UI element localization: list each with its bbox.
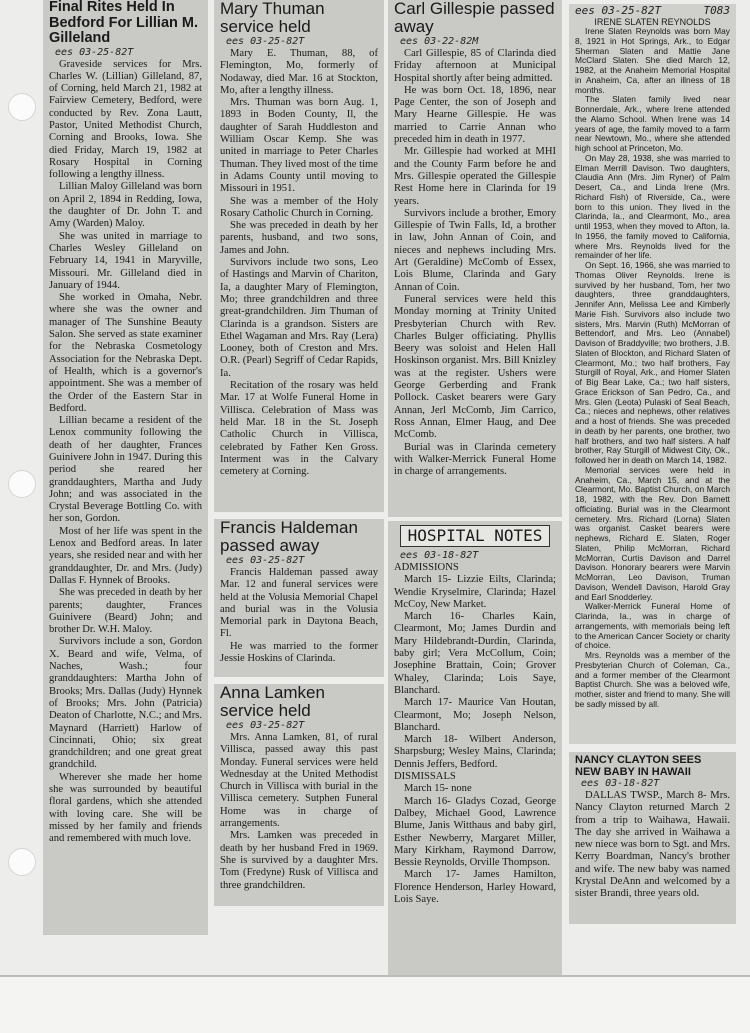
article-body	[394, 562, 556, 906]
hospital-notes	[388, 521, 562, 975]
article-body	[575, 790, 730, 901]
paragraph: She worked in Omaha, Nebr. where she was the owner and manager of The Sunshine Beauty Salon. She served as state examiner for the Nebraska Cosmetology Association for the Nebraska Dept. of Health, which is a governor's appointment. She was a member of the Order of the Eastern Star in Bedford.	[49, 292, 202, 414]
binder-hole	[8, 848, 36, 876]
handwritten-date: ees 03-25-82T	[226, 36, 305, 47]
paragraph: DALLAS TWSP., March 8- Mrs. Nancy Clayton returned March 2 from a trip to Waihawa, Hawaii. The day she arrived in Waihawa a new niece was born to Sgt. and Mrs. Kerry Boardman, Nancy's brother and wife. The new baby was named Krystal DeAnn and welcomed by a sister Brandi, three years old.	[575, 790, 730, 900]
paragraph: March 15- none	[404, 783, 472, 795]
handwritten-date: ees 03-18-82T	[400, 550, 479, 561]
article-body	[575, 27, 730, 710]
handwritten-date: ees 03-25-82T	[575, 4, 662, 17]
paragraph: Irene Slaten Reynolds was born May 8, 1921 in Hot Springs, Ark., to Edgar Sherman Slaten and Mattie Jane McClard Slaten. She died March 12, 1982, at the Anaheim Memorial Hospital in Anaheim, Ca, after an illness of 18 months.	[575, 26, 730, 95]
headline: Anna Lamken service held	[220, 684, 325, 720]
article-body	[220, 48, 378, 478]
paragraph: Mrs. Lamken was preceded in death by her husband Fred in 1969. She is survived by a daughter Mrs. Tom (Fredyne) Rusk of Villisca and three grandchildren.	[220, 830, 378, 891]
paragraph: Recitation of the rosary was held Mar. 17 at Wolfe Funeral Home in Villisca. Celebration of Mass was held Mar. 18 in the St. Joseph Catholic Church in Villisca, celebrated by Father Ken Gross. Interment was in the Calvary cemetery at Corning.	[220, 380, 378, 478]
obituary-gilleland	[43, 0, 208, 935]
article-body	[220, 732, 378, 892]
paragraph: March 16- Charles Kain, Clearmont, Mo; James Durdin and Mary Hildebrandt-Durdin, Clarinda, baby girl; Vera McCollum, Coin; Josephine Brattain, Coin; Grover Whaley, Clarinda; Lois Saye, Blanchard.	[394, 611, 556, 696]
headline: Francis Haldeman passed away	[220, 519, 358, 555]
paragraph: Survivors include two sons, Leo of Hastings and Marvin of Chariton, Ia, a daughter Mary of Flemington, Mo; three grandchildren and three great-grandchildren. Jim Thuman of Clarinda is a grandson. Sisters are Ethel Wagaman and Mrs. Ray (Lera) Looney, both of Creston and Mrs. O.R. (Pearl) Segriff of Cedar Rapids, Ia.	[220, 257, 378, 379]
handwritten-date: ees 03-18-82T	[581, 778, 660, 789]
paragraph: March 18- Wilbert Anderson, Sharpsburg; Wesley Mains, Clarinda; Dennis Jeffers, Bedford.	[394, 734, 556, 770]
article-body	[220, 567, 378, 665]
paragraph: Funeral services were held this Monday morning at Trinity United Presbyterian Church with Rev. Charles Bulger officiating. Phyllis Beery was soloist and Helen Hall Hoskinson organist. Mrs. Bill Knizley was at the register. Ushers were George Gerberding and Frank Pollock. Casket bearers were Gary Annan, Jerl McComb, Jim Carrico, Ross Annan, Elmer Haug, and Dee McComb.	[394, 293, 556, 441]
paragraph: Carl Gillespie, 85 of Clarinda died Friday afternoon at Municipal Hospital shortly after being admitted.	[394, 48, 556, 84]
paragraph: Burial was in Clarinda cemetery with Walker-Merrick Funeral Home in charge of arrangements.	[394, 441, 556, 478]
paragraph: Mary E. Thuman, 88, of Flemington, Mo, formerly of Nodaway, died Mar. 16 at Stockton, Mo, after a lengthy illness.	[220, 48, 378, 96]
obituary-gillespie	[388, 0, 562, 517]
obituary-thuman	[214, 0, 384, 512]
paragraph: Graveside services for Mrs. Charles W. (Lillian) Gilleland, 87, of Corning, held March 21, 1982 at Fairview Cemetery, Bedford, were conducted by Rev. Zona Lautt, Pastor, United Methodist Church, Corning and Brooks, Iowa. She died Friday, March 19, 1982 at Rosary Hospital in Corning following a lengthy illness.	[49, 58, 202, 181]
paragraph: March 17- James Hamilton, Florence Henderson, Harley Howard, Lois Saye.	[394, 869, 556, 906]
paragraph: She was a member of the Holy Rosary Catholic Church in Corning.	[220, 195, 378, 219]
paragraph: Mrs. Reynolds was a member of the Presbyterian Church of Coleman, Ca., and a former member of the Clearmont Baptist Church. She was a beloved wife, mother, sister and friend to many. She will be sadly missed by all.	[575, 650, 730, 709]
paragraph: On Sept. 16, 1966, she was married to Thomas Oliver Reynolds. Irene is survived by her husband, Tom, her two daughters, three granddaughters, Jennifer Ann, Melissa Lee and Kimberly Marie Fish. Survivors also include two sisters, Mrs. Marvin (Ruth) McMorran of Bettendorf, and Mrs. Leo (Annabel) Davison of Braddyville; two brothers, J.B. Slaten of Blockton, and Richard Slaten of Clearmont, Mo.; two half brothers, Fay Sturgill of Royal, Ark., and Homer Slaten of Big Bear Lake, Ca.; two half sisters, Grace Erickson of San Pedro, Ca., and Mrs. Glen (Leota) Pulaski of Seal Beach, Ca.; nieces and nephews, other relatives and a host of friends. She was preceded in death by her parents, one brother, two half brothers, and two half sisters. A half brother, Ray Sturgill of Midwest City, Ok., followed her in death on March 14, 1982.	[575, 260, 730, 465]
page-edge	[0, 975, 750, 977]
paragraph: He was born Oct. 18, 1896, near Page Center, the son of Joseph and Mary Hearne Gillespie. He was married to Carrie Annan who preceded him in death in 1977.	[394, 84, 556, 146]
section-heading: DISMISSALS	[394, 771, 456, 783]
paragraph: She was preceded in death by her parents, husband, and two sons, James and John.	[220, 220, 378, 256]
headline: Final Rites Held In Bedford For Lillian M. Gilleland	[49, 0, 199, 46]
paragraph: Mrs. Anna Lamken, 81, of rural Villisca, passed away this past Monday. Funeral services were held Wednesday at the United Methodist Church in Villisca with burial in the Villisca cemetery. Sutphen Funeral Home was in charge of arrangements.	[220, 732, 378, 830]
handwritten-code: T083	[703, 4, 730, 17]
section-heading: ADMISSIONS	[394, 562, 459, 573]
paragraph: Walker-Merrick Funeral Home of Clarinda, Ia., was in charge of arrangements, with memorials being left to the American Cancer Society or charity of choice.	[575, 601, 730, 651]
paragraph: March 15- Lizzie Eilts, Clarinda; Wendie Kryselmire, Clarinda; Hazel McCoy, New Market.	[394, 574, 556, 610]
news-clayton	[569, 752, 736, 924]
paragraph: Lillian Maloy Gilleland was born on April 2, 1894 in Redding, Iowa, the daughter of Dr. John T. and Amy (Warden) Maloy.	[49, 181, 202, 230]
paragraph: Mr. Gillespie had worked at MHI and the County Farm before he and Mrs. Gillespie operated the Gillespie Rest Home here in Clarinda for 19 years.	[394, 146, 556, 207]
paragraph: Memorial services were held in Anaheim, Ca., March 15, and at the Clearmont, Mo. Baptist Church, on March 18, 1982, with the Rev. Don Barnett officiating. Burial was in the Clearmont cemetery. Mrs. Richard (Lorna) Slaten was organist. Casket bearers were nephews, Richard E. Slaten, Roger Slaten, Philip McMorran, Richard McMorran, Curtis Davison and Darrel Davison. Honorary bearers were Marvin McMorran, Leo Davison, Truman Davison, Wendell Davison, Harold Gray and Earl Snodderley.	[575, 464, 730, 602]
headline: Mary Thuman service held	[220, 0, 325, 36]
article-body	[49, 59, 202, 846]
handwritten-date: ees 03-25-82T	[226, 555, 305, 566]
paragraph: Most of her life was spent in the Lenox and Bedford areas. In later years, she resided near and with her granddaughter, Dr. and Mrs. (Judy) Dallas F. Hynnek of Brooks.	[49, 525, 202, 586]
hospital-notes-title: HOSPITAL NOTES	[400, 525, 550, 547]
paragraph: He was married to the former Jessie Hoskins of Clarinda.	[220, 640, 378, 665]
paragraph: Francis Haldeman passed away Mar. 12 and funeral services were held at the Volusia Memorial Chapel and burial was in the Volusia Memorial park in Daytona Beach, Fl.	[220, 567, 378, 640]
paragraph: Mrs. Thuman was born Aug. 1, 1893 in Boden County, Il, the daughter of Sarah Huddleston and William Oscar Kemp. She was united in marriage to Peter Charles Thuman. They lived most of the time in Adams County until moving to Missouri in 1951.	[220, 97, 378, 195]
clip-header	[575, 4, 730, 17]
obituary-lamken	[214, 684, 384, 906]
paragraph: Survivors include a son, Gordon X. Beard and wife, Velma, of Naches, Wash.; four granddaughters: Martha John of Brooks; Mrs. Dallas (Judy) Hynnek of Brooks; Mrs. John (Patricia) Deaton of Charlotte, N.C.; and Mrs. Maynard (Harriett) Harlow of Cincinnati, Ohio; six great grandchildren; and one great great grandchild.	[49, 636, 202, 771]
paragraph: March 17- Maurice Van Houtan, Clearmont, Mo; Joseph Nelson, Blanchard.	[394, 697, 556, 733]
headline: Carl Gillespie passed away	[394, 0, 555, 36]
binder-hole	[8, 470, 36, 498]
paragraph: She was preceded in death by her parents; daughter, Frances Guinivere (Beard) John; and brother Dr. W.H. Maloy.	[49, 587, 202, 636]
article-body	[394, 48, 556, 478]
obituary-reynolds	[569, 4, 736, 744]
headline: NANCY CLAYTON SEES NEW BABY IN HAWAII	[575, 754, 702, 778]
handwritten-date: ees 03-25-82T	[226, 720, 305, 731]
paragraph: She was united in marriage to Charles Wesley Gilleland on February 14, 1941 in Maryville, Missouri. Mr. Gilleland died in January of 1944.	[49, 230, 202, 291]
paragraph: On May 28, 1938, she was married to Elman Merrill Davison. Two daughters, Claudia Ann (Mrs. Jim Ryner) of Palm Desert, Ca., and Linda Irene (Mrs. Richard Fish) of Riverside, Ca., were born to this union. They lived in the Clarinda, Ia., and Clearmont, Mo., area until 1953, when they moved to Afton, Ia. In 1956, the family moved to California, where Mrs. Reynolds lived for the remainder of her life.	[575, 152, 730, 261]
headline: IRENE SLATEN REYNOLDS	[594, 17, 711, 27]
paragraph: Survivors include a brother, Emory Gillespie of Twin Falls, Id, a brother in law, John Annan of Coin, and nieces and nephews including Mrs. Art (Geraldine) McComb of Essex, Lois Blume, Clarinda and Gary Annan of Coin.	[394, 207, 556, 293]
paragraph: March 16- Gladys Cozad, George Dalbey, Michael Good, Lawrence Blume, Janis Witthaus and baby girl, Esther Newberry, Margaret Miller, Mary Kirkham, Raymond Darrow, Bessie Reynolds, Orville Thompson.	[394, 795, 556, 869]
paragraph: Wherever she made her home she was surrounded by beautiful floral gardens, which she attended with loving care. She will be missed by her family and friends and remembered with much love.	[49, 771, 202, 845]
handwritten-date: ees 03-22-82M	[400, 36, 479, 47]
handwritten-date: ees 03-25-82T	[55, 46, 134, 58]
obituary-haldeman	[214, 519, 384, 677]
binder-hole	[8, 93, 36, 121]
paragraph: The Slaten family lived near Bonnerdale, Ark., where Irene attended the Alamo School. When Irene was 14 years of age, the family moved to a farm near Newtown, Mo., where she attended high school at Princeton, Mo.	[575, 94, 730, 153]
paragraph: Lillian became a resident of the Lenox community following the death of her daughter, Frances Guinivere John in 1947. During this period she reared her granddaughters, Martha and Judy John; and was associated in the Crystal Beverage Bottling Co. with her son, Gordon.	[49, 415, 203, 525]
